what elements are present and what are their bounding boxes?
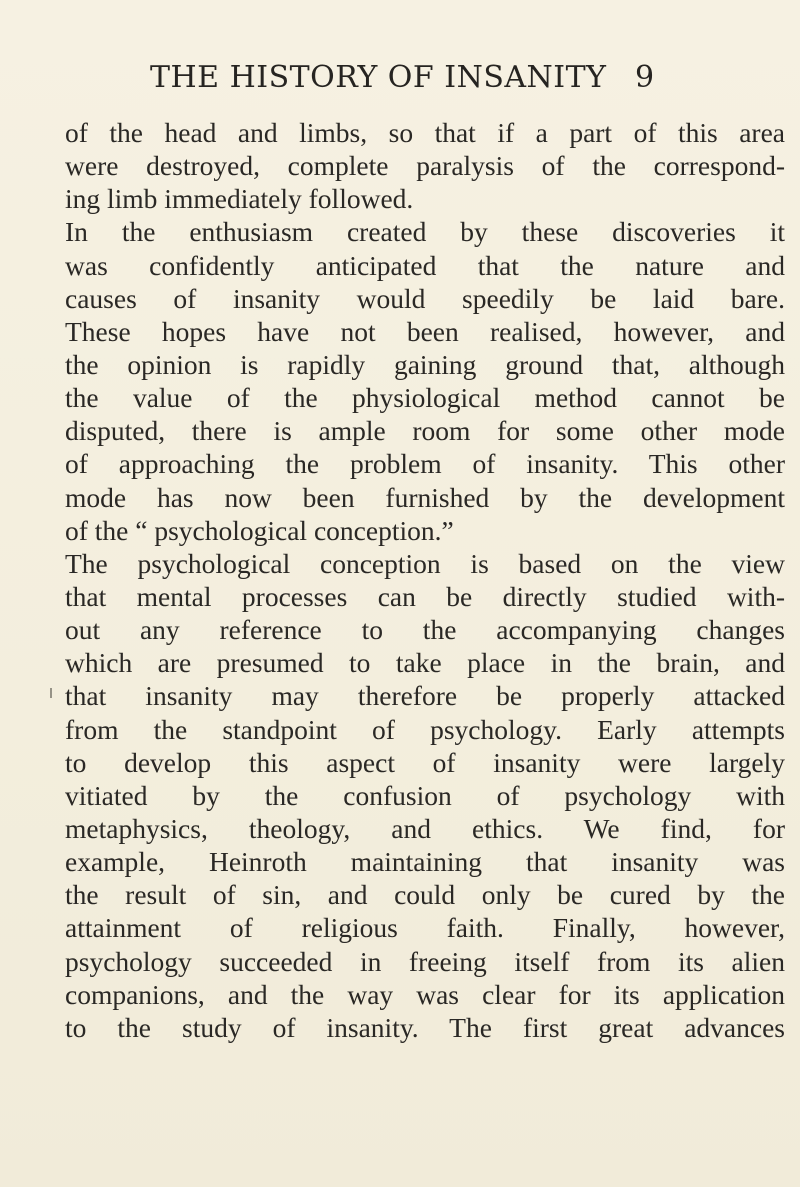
- text-line: the value of the physiological method cannot be: [65, 382, 785, 414]
- text-line: which are presumed to take place in the brain, and: [65, 647, 785, 679]
- text-line: ing limb immediately followed.: [65, 183, 414, 215]
- text-line: from the standpoint of psychology. Early attempts: [65, 713, 785, 745]
- body-text: [65, 116, 785, 1044]
- text-line: to develop this aspect of insanity were largely: [65, 746, 785, 778]
- text-line: was confidently anticipated that the nature and: [65, 249, 785, 281]
- text-line: the opinion is rapidly gaining ground that, although: [65, 348, 785, 380]
- text-line: out any reference to the accompanying changes: [65, 614, 785, 646]
- text-line: of the “ psychological conception.”: [65, 514, 454, 546]
- text-line: These hopes have not been realised, however, and: [65, 315, 785, 347]
- margin-mark: [50, 688, 52, 698]
- text-line: that mental processes can be directly studied with-: [65, 580, 785, 612]
- text-line: metaphysics, theology, and ethics. We find, for: [65, 812, 785, 844]
- text-line: disputed, there is ample room for some other mode: [65, 415, 785, 447]
- text-line: companions, and the way was clear for its application: [65, 978, 785, 1010]
- page-number: 9: [635, 60, 655, 95]
- text-line: of approaching the problem of insanity. This other: [65, 448, 785, 480]
- text-line: of the head and limbs, so that if a part of this area: [65, 117, 785, 148]
- text-line: mode has now been furnished by the development: [65, 481, 785, 513]
- text-line: attainment of religious faith. Finally, however,: [65, 912, 785, 944]
- running-title: THE HISTORY OF INSANITY: [150, 60, 607, 95]
- text-line: to the study of insanity. The first great advances: [65, 1011, 785, 1043]
- text-line: In the enthusiasm created by these discoveries it: [65, 216, 785, 248]
- text-line: The psychological conception is based on the view: [65, 547, 785, 579]
- text-line: psychology succeeded in freeing itself from its alien: [65, 945, 785, 977]
- text-line: vitiated by the confusion of psychology with: [65, 779, 785, 811]
- page-header: [150, 60, 790, 100]
- text-line: causes of insanity would speedily be laid bare.: [65, 282, 785, 314]
- text-line: that insanity may therefore be properly attacked: [65, 680, 785, 712]
- text-line: were destroyed, complete paralysis of the correspond-: [65, 150, 785, 182]
- text-line: example, Heinroth maintaining that insanity was: [65, 846, 785, 878]
- text-line: the result of sin, and could only be cured by the: [65, 879, 785, 911]
